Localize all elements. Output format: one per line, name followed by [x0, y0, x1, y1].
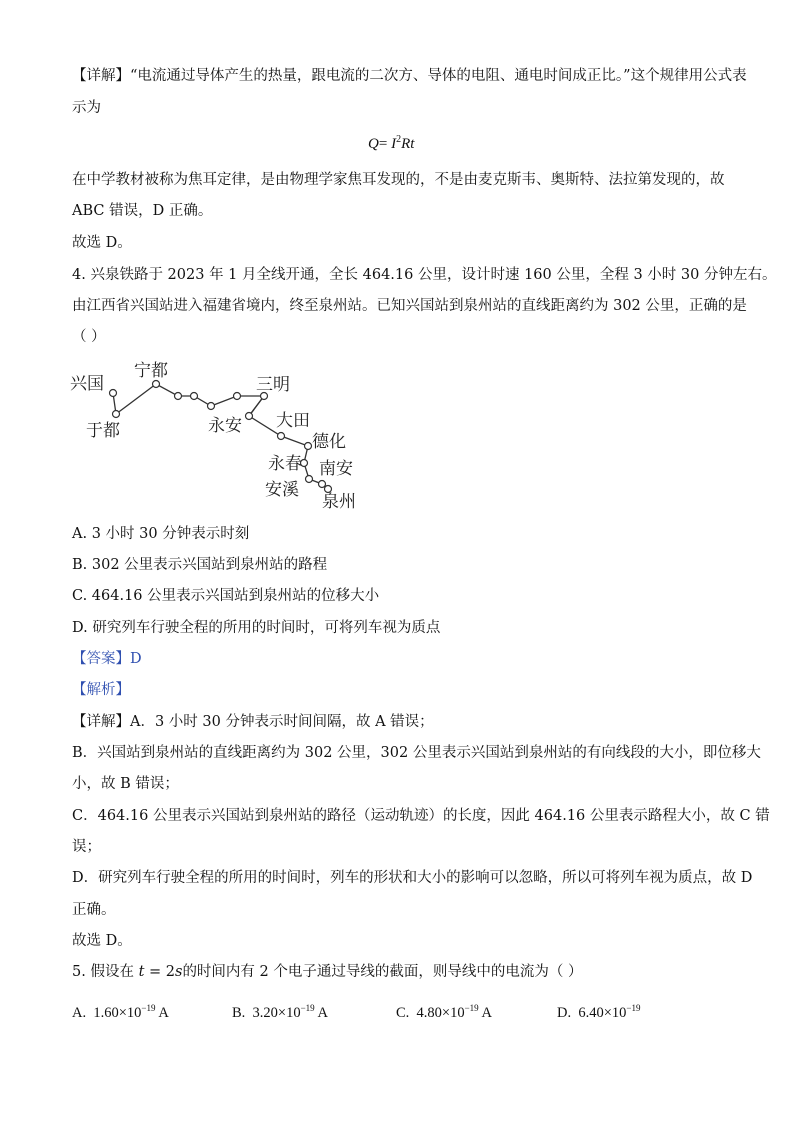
station-mid4 — [234, 393, 241, 400]
q4-detail-line7: 正确。 — [72, 902, 116, 918]
q4-stem-line2: 由江西省兴国站进入福建省境内，终至泉州站。已知兴国站到泉州站的直线距离约为 302 公里，正确的是 — [72, 298, 747, 314]
railway-map — [66, 356, 366, 516]
station-anxi — [306, 476, 313, 483]
q4-stem-line3: （ ） — [72, 329, 106, 345]
detail-prev-line5: 故选 D。 — [72, 235, 132, 251]
label-yongchun: 永春 — [268, 454, 302, 474]
q4-detail-line3: 小，故 B 错误； — [72, 776, 179, 792]
station-yudu — [113, 411, 120, 418]
station-xingguo — [110, 390, 117, 397]
q5-option-a: A. $1.60\times 10^{-19}$ A — [72, 1003, 169, 1021]
station-mid1 — [175, 393, 182, 400]
q4-option-a: A. 3 小时 30 分钟表示时刻 — [72, 526, 250, 542]
detail-prev-line1: 【详解】“电流通过导体产生的热量，跟电流的二次方、导体的电阻、通电时间成正比。”这个规律用公式表 — [72, 68, 747, 84]
label-nanan: 南安 — [319, 459, 353, 479]
joule-formula: $Q= I^2Rt$ — [368, 134, 415, 152]
q5-stem: 5. 假设在 t = 2s的时间内有 2 个电子通过导线的截面，则导线中的电流为（ ） — [72, 964, 583, 980]
detail-prev-line3: 在中学教材被称为焦耳定律，是由物理学家焦耳发现的，不是由麦克斯韦、奥斯特、法拉第发现的，故 — [72, 172, 725, 188]
q4-detail-line4: C．464.16 公里表示兴国站到泉州站的路径（运动轨迹）的长度，因此 464.16 公里表示路程大小，故 C 错 — [72, 808, 770, 824]
q4-option-b: B. 302 公里表示兴国站到泉州站的路程 — [72, 557, 328, 573]
station-yongan — [246, 413, 253, 420]
q5-option-b: B. $3.20\times 10^{-19}$ A — [232, 1003, 328, 1021]
label-sanming: 三明 — [256, 375, 290, 395]
q5-option-d: D. $6.40\times 10^{-19}$ — [557, 1003, 641, 1021]
q4-option-d: D. 研究列车行驶全程的所用的时间时，可将列车视为质点 — [72, 620, 441, 636]
q4-detail-line8: 故选 D。 — [72, 933, 132, 949]
station-mid3 — [208, 403, 215, 410]
label-datian: 大田 — [276, 411, 310, 431]
detail-prev-line2: 示为 — [72, 100, 101, 116]
q4-analysis-heading: 【解析】 — [72, 682, 130, 698]
label-xingguo: 兴国 — [70, 374, 104, 394]
q4-option-c: C. 464.16 公里表示兴国站到泉州站的位移大小 — [72, 588, 380, 604]
q4-detail-line1: 【详解】A．3 小时 30 分钟表示时间间隔，故 A 错误； — [72, 714, 434, 730]
station-dehua — [305, 443, 312, 450]
q5-option-c: C. $4.80\times 10^{-19}$ A — [396, 1003, 492, 1021]
label-dehua: 德化 — [312, 432, 346, 452]
q4-answer: 【答案】D — [72, 651, 142, 667]
q4-detail-line6: D．研究列车行驶全程的所用的时间时，列车的形状和大小的影响可以忽略，所以可将列车视为质点，故 D — [72, 870, 753, 886]
q4-detail-line2: B．兴国站到泉州站的直线距离约为 302 公里，302 公里表示兴国站到泉州站的有向线段的大小，即位移大 — [72, 745, 761, 761]
station-ningdu — [153, 381, 160, 388]
q4-stem-line1: 4. 兴泉铁路于 2023 年 1 月全线开通，全长 464.16 公里，设计时速 160 公里，全程 3 小时 30 分钟左右。 — [72, 267, 777, 283]
label-yudu: 于都 — [86, 421, 120, 441]
label-anxi: 安溪 — [265, 480, 299, 500]
station-mid2 — [191, 393, 198, 400]
q4-detail-line5: 误； — [72, 839, 101, 855]
label-ningdu: 宁都 — [134, 361, 168, 381]
label-quanzhou: 泉州 — [322, 492, 356, 512]
detail-prev-line4: ABC 错误，D 正确。 — [72, 203, 213, 219]
station-mid5 — [319, 481, 326, 488]
label-yongan: 永安 — [208, 416, 242, 436]
station-datian — [278, 433, 285, 440]
